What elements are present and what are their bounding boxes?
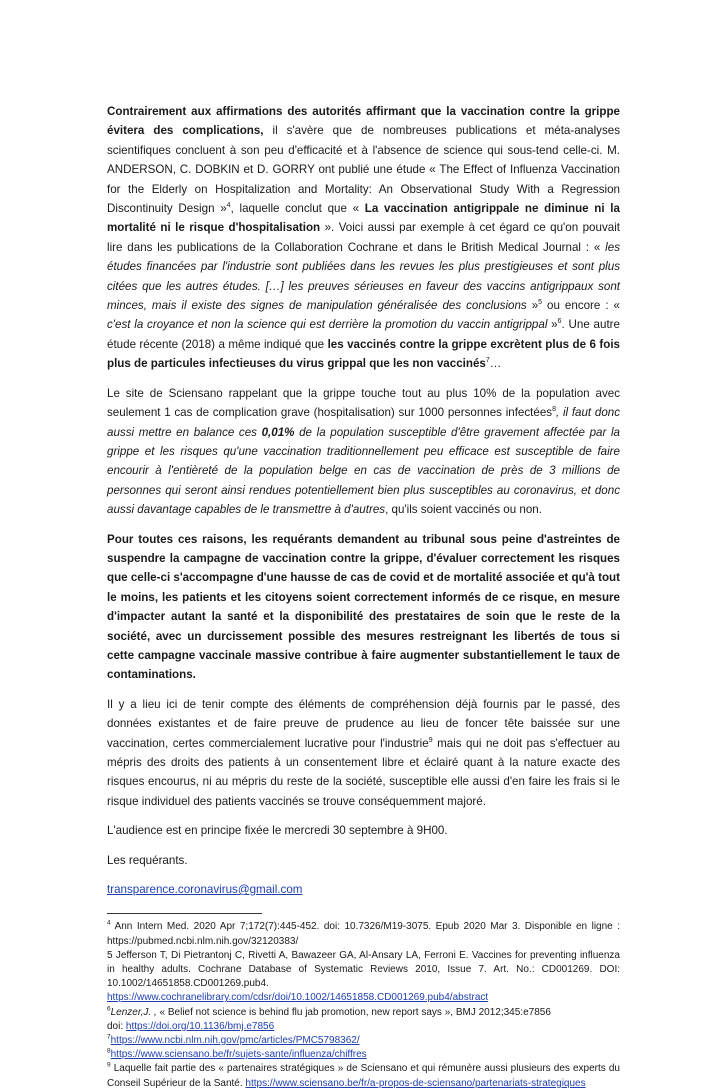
footnote-4 xyxy=(107,920,620,948)
text-run: , qu'ils soient vaccinés ou non. xyxy=(385,503,542,517)
text-run: . Une autre étude récente (2018) a même indiqué que xyxy=(107,318,620,351)
footnote-number: 6 xyxy=(107,1005,111,1013)
text-run: mais qui ne doit pas s'effectuer au mépris des droits des patients à un consentement libre et éclairé quant à la nature exacte des risques encourus, ni au mépris du reste de la société, susceptible elle aussi d'en faire les frais si le risque individuel des patients vaccinés se trouve conséquemment majoré. xyxy=(107,736,621,808)
bold-intro: Contrairement aux affirmations des autorités affirmant que la vaccination contre la grippe évitera des complications, xyxy=(107,105,620,138)
footnote-8 xyxy=(107,1048,620,1062)
italic-quote-cochrane: les études financées par l'industrie sont publiées dans les revues les plus prestigieuses et sont plus citées que les autres études. […] les preuves sérieuses en faveur des vaccins antigrippaux sont minces, mais il existe des signes de manipulation généralisée des conclusions xyxy=(107,240,620,313)
bold-demands: Pour toutes ces raisons, les requérants demandent au tribunal sous peine d'astreintes de suspendre la campagne de vaccination contre la grippe, d'évaluer correctement les risques que celle-ci s'accompagne d'une hausse de cas de covid et de mortalité associée et qu'à tout le moins, les patients et les citoyens soient correctement informés de ce risque, en mesure d'impacter autant la santé et la disponibilité des prestataires de soin que le reste de la société, avec un durcissement possible des mesures restreignant les libertés de tous si cette campagne vaccinale massive contribue à faire augmenter substantiellement le taux de contaminations. xyxy=(107,532,620,682)
text-run: Le site de Sciensano rappelant que la grippe touche tout au plus 10% de la population avec seulement 1 cas de complication grave (hospitalisation) sur 1000 personnes infectées xyxy=(107,386,620,420)
footnote-7 xyxy=(107,1034,620,1048)
bold-study-finding: les vaccinés contre la grippe excrètent plus de 6 fois plus de particules infectieuses du virus grippal que les non vaccinés xyxy=(107,337,620,371)
text-run: » xyxy=(526,299,539,313)
text-run: ». Voici aussi par exemple à cet égard ce qu'on pouvait lire dans les publications de la Collaboration Cochrane et dans le British Medical Journal : « xyxy=(107,221,620,254)
text-run: ou encore : « xyxy=(542,299,620,313)
footnote-number: 9 xyxy=(107,1062,111,1070)
email-link[interactable]: transparence.coronavirus@gmail.com xyxy=(107,883,303,897)
paragraph-prudence xyxy=(107,695,620,811)
footnote-text: 5 Jefferson T, Di Pietrantonj C, Rivetti A, Bawazeer GA, Al-Ansary LA, Ferroni E. Vaccines for preventing influenza in healthy adults. Cochrane Database of Systematic Reviews 2010, Issue 7. Art. No.: CD001269. DOI: 10.1002/14651858.CD001269.pub4. xyxy=(107,949,620,990)
footnote-text: « Belief not science is behind flu jab promotion, new report says », BMJ 2012;345:e7856 xyxy=(156,1006,551,1018)
footnote-9 xyxy=(107,1062,620,1090)
italic-run: , il faut donc aussi mettre en balance ces xyxy=(107,406,621,439)
italic-quote-bmj: c'est la croyance et non la science qui est derrière la promotion du vaccin antigrippal xyxy=(107,318,548,332)
doi-label: doi: xyxy=(107,1020,126,1032)
footnote-author: Lenzer,J. , xyxy=(110,1006,157,1018)
sciensano-figures-link[interactable]: https://www.sciensano.be/fr/sujets-sante/influenza/chiffres xyxy=(110,1049,367,1061)
footnote-ref-8[interactable]: 8 xyxy=(552,406,557,414)
ncbi-link[interactable]: https://www.ncbi.nlm.nih.gov/pmc/articles/PMC5798362/ xyxy=(110,1035,360,1047)
text-run: » xyxy=(547,318,558,332)
text-run: Il y a lieu ici de tenir compte des éléments de compréhension déjà fournis par le passé, des données existantes et de faire preuve de prudence au lieu de foncer tête baissée sur une vaccination, certes commercialement lucrative pour l'industrie xyxy=(107,697,620,750)
bmj-doi-link[interactable]: https://doi.org/10.1136/bmj.e7856 xyxy=(125,1020,275,1032)
contact-email xyxy=(107,880,620,899)
footnote-text: Laquelle fait partie des « partenaires stratégiques » de Sciensano et qui rémunère aussi plusieurs des experts du Conseil Supérieur de la Santé. xyxy=(107,1063,620,1089)
signature-line: Les requérants. xyxy=(107,853,188,867)
footnote-ref-6[interactable]: 6 xyxy=(557,318,562,326)
text-run: il s'avère que de nombreuses publications et méta-analyses scientifiques concluent à son peu d'efficacité et à l'absence de science qui sous-tend celle-ci. M. ANDERSON, C. DOBKIN et D. GORRY ont publié une étude « The Effect of Influenza Vaccination for the Elderly on Hospitalization and Mortality: An Observational Study With a Regression Discontinuity Design » xyxy=(107,124,620,216)
footnote-ref-5[interactable]: 5 xyxy=(538,299,543,307)
footnote-number: 4 xyxy=(107,920,111,928)
footnote-number: 8 xyxy=(107,1047,111,1055)
footnote-ref-9[interactable]: 9 xyxy=(428,736,433,744)
italic-run: de la population susceptible d'être gravement affectée par la grippe et les risques qu'une vaccination traditionnellement peu efficace est susceptible de faire encourir à l'entièreté de la population belge en cas de vaccination de près de 3 millions de personnes qui seront ainsi rendues potentiellement bien plus susceptibles au coronavirus, et donc aussi davantage capables de le transmettre à d'autres xyxy=(107,425,620,517)
text-run: , laquelle conclut que « xyxy=(230,202,365,216)
footnote-ref-4[interactable]: 4 xyxy=(226,202,231,210)
text-run: … xyxy=(489,357,502,371)
footnote-number: 7 xyxy=(107,1033,111,1041)
bold-percentage: 0,01% xyxy=(261,425,295,439)
paragraph-hearing-date: L'audience est en principe fixée le mercredi 30 septembre à 9H00. xyxy=(107,824,448,838)
sciensano-partnerships-link[interactable]: https://www.sciensano.be/fr/a-propos-de-sciensano/partenariats-strategiques xyxy=(245,1077,586,1089)
paragraph-vaccination-efficacy xyxy=(107,102,620,374)
footnote-ref-7[interactable]: 7 xyxy=(485,357,490,365)
paragraph-demands xyxy=(107,530,620,685)
footnote-separator xyxy=(107,913,262,914)
paragraph-sciensano xyxy=(107,384,620,520)
bold-conclusion: La vaccination antigrippale ne diminue ni la mortalité ni le risque d'hospitalisation xyxy=(107,202,620,235)
cochrane-link[interactable]: https://www.cochranelibrary.com/cdsr/doi/10.1002/14651858.CD001269.pub4/abstract xyxy=(107,992,489,1004)
footnote-text: Ann Intern Med. 2020 Apr 7;172(7):445-452. doi: 10.7326/M19-3075. Epub 2020 Mar 3. Disponible en ligne : https://pubmed.ncbi.nlm.nih.gov/32120383/ xyxy=(107,921,620,947)
footnote-5 xyxy=(107,949,620,1006)
footnote-6 xyxy=(107,1006,620,1034)
